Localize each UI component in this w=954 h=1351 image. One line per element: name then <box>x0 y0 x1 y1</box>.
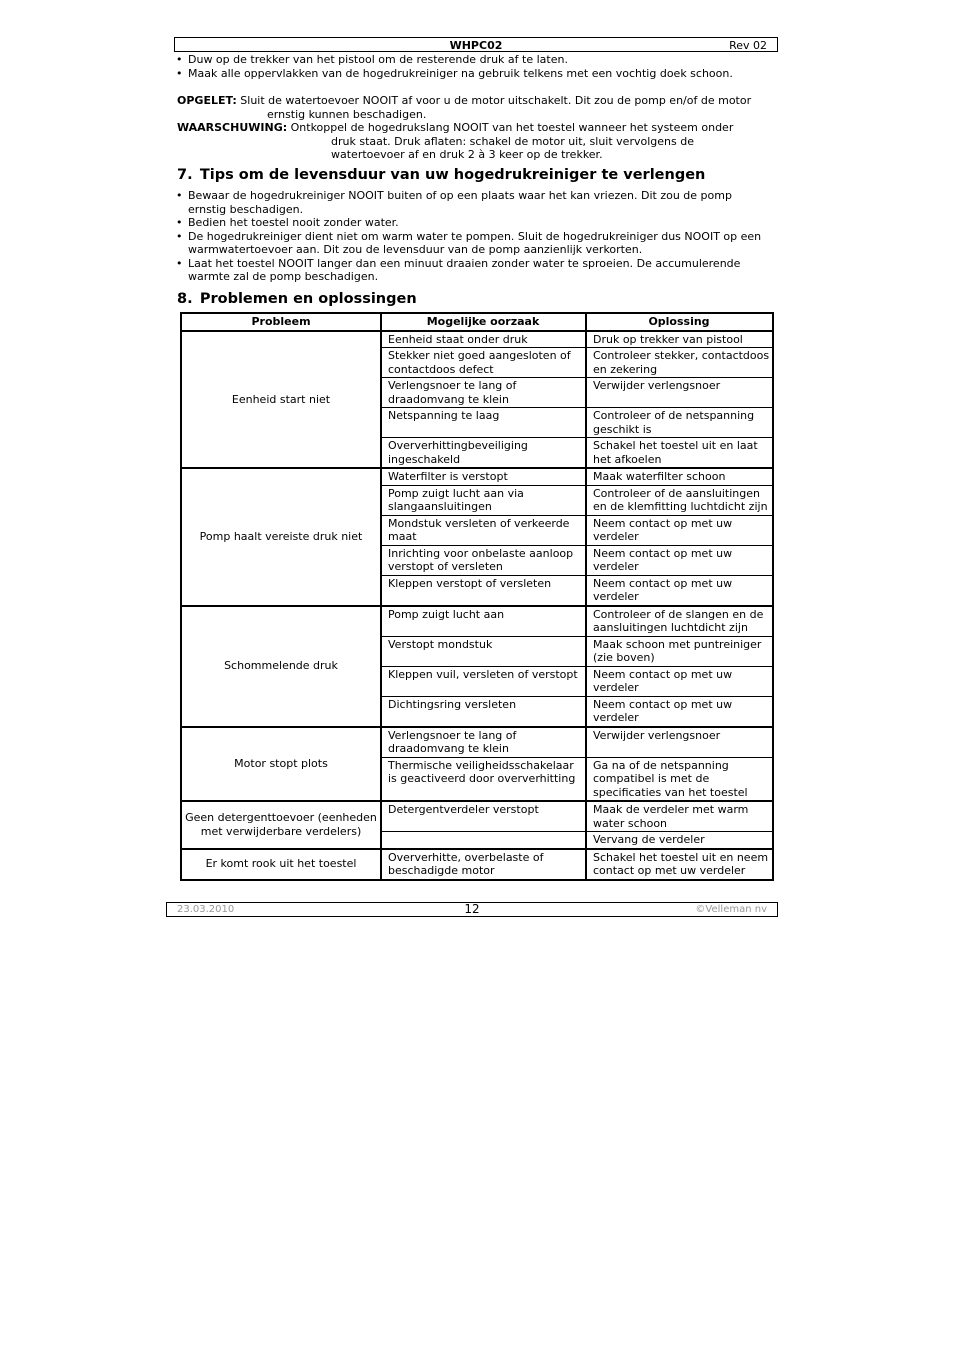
warning-text-1: Ontkoppel de hogedrukslang NOOIT van het toestel wanneer het systeem onder <box>290 121 734 134</box>
solution-cell: Maak schoon met puntreiniger (zie boven) <box>586 636 773 666</box>
column-header-solution: Oplossing <box>586 313 773 331</box>
solution-cell: Controleer of de aansluitingen en de klemfitting luchtdicht zijn <box>586 485 773 515</box>
problem-cell: Pomp haalt vereiste druk niet <box>181 468 381 606</box>
solution-cell: Verwijder verlengsnoer <box>586 378 773 408</box>
warning-label: WAARSCHUWING: <box>177 121 288 134</box>
section-7-heading: 7. Tips om de levensduur van uw hogedrukreiniger te verlengen <box>177 167 706 183</box>
list-item: • Bewaar de hogedrukreiniger NOOIT buiten of op een plaats waar het kan vriezen. Dit zou de pomp ernstig beschadigen. <box>176 189 766 216</box>
cause-cell: Mondstuk versleten of verkeerde maat <box>381 515 586 545</box>
table-row <box>181 606 773 637</box>
solution-cell: Controleer stekker, contactdoos en zekering <box>586 348 773 378</box>
cause-cell: Verstopt mondstuk <box>381 636 586 666</box>
tips-bullet-list <box>176 189 766 284</box>
cause-cell: Oververhitte, overbelaste of beschadigde motor <box>381 849 586 880</box>
list-item: • Maak alle oppervlakken van de hogedrukreiniger na gebruik telkens met een vochtig doek schoon. <box>176 67 776 81</box>
cause-cell: Verlengsnoer te lang of draadomvang te klein <box>381 378 586 408</box>
list-item: • Duw op de trekker van het pistool om de resterende druk af te laten. <box>176 53 776 67</box>
solution-cell: Maak de verdeler met warm water schoon <box>586 801 773 832</box>
table-row <box>181 468 773 485</box>
cause-cell: Pomp zuigt lucht aan <box>381 606 586 637</box>
solution-cell: Neem contact op met uw verdeler <box>586 545 773 575</box>
caution-label: OPGELET: <box>177 94 237 107</box>
solution-cell: Schakel het toestel uit en laat het afkoelen <box>586 438 773 469</box>
column-header-cause: Mogelijke oorzaak <box>381 313 586 331</box>
revision: Rev 02 <box>729 39 767 52</box>
cause-cell: Thermische veiligheidsschakelaar is geactiveerd door oververhitting <box>381 757 586 801</box>
cause-cell <box>381 832 586 849</box>
problem-cell: Er komt rook uit het toestel <box>181 849 381 880</box>
top-bullet-list <box>176 53 776 80</box>
cause-cell: Verlengsnoer te lang of draadomvang te klein <box>381 727 586 758</box>
caution-text-2: ernstig kunnen beschadigen. <box>267 107 427 121</box>
page-header <box>174 37 778 52</box>
solution-cell: Verwijder verlengsnoer <box>586 727 773 758</box>
caution-text-1: Sluit de watertoevoer NOOIT af voor u de motor uitschakelt. Dit zou de pomp en/of de motor <box>240 94 752 107</box>
problem-cell: Motor stopt plots <box>181 727 381 802</box>
solution-cell: Schakel het toestel uit en neem contact op met uw verdeler <box>586 849 773 880</box>
solution-cell: Neem contact op met uw verdeler <box>586 515 773 545</box>
solution-cell: Druk op trekker van pistool <box>586 331 773 348</box>
list-item: • Bedien het toestel nooit zonder water. <box>176 216 766 230</box>
cause-cell: Netspanning te laag <box>381 408 586 438</box>
model-number: WHPC02 <box>449 39 503 52</box>
cause-cell: Waterfilter is verstopt <box>381 468 586 485</box>
page-footer <box>166 902 778 917</box>
solution-cell: Ga na of de netspanning compatibel is met de specificaties van het toestel <box>586 757 773 801</box>
solution-cell: Neem contact op met uw verdeler <box>586 696 773 727</box>
solution-cell: Maak waterfilter schoon <box>586 468 773 485</box>
list-item: • De hogedrukreiniger dient niet om warm water te pompen. Sluit de hogedrukreiniger dus NOOIT op een warmwatertoevoer aan. Dit zou de levensduur van de pomp aanzienlijk verkorten. <box>176 230 766 257</box>
footer-date: 23.03.2010 <box>177 904 235 915</box>
table-row <box>181 727 773 758</box>
cause-cell: Kleppen verstopt of versleten <box>381 575 586 606</box>
cause-cell: Pomp zuigt lucht aan via slangaansluitingen <box>381 485 586 515</box>
problem-cell: Geen detergenttoevoer (eenheden met verwijderbare verdelers) <box>181 801 381 849</box>
solution-cell: Controleer of de netspanning geschikt is <box>586 408 773 438</box>
solution-cell: Controleer of de slangen en de aansluitingen luchtdicht zijn <box>586 606 773 637</box>
cause-cell: Oververhittingbeveiliging ingeschakeld <box>381 438 586 469</box>
table-row <box>181 801 773 832</box>
cause-cell: Detergentverdeler verstopt <box>381 801 586 832</box>
solution-cell: Neem contact op met uw verdeler <box>586 575 773 606</box>
solution-cell: Vervang de verdeler <box>586 832 773 849</box>
footer-copyright: ©Velleman nv <box>695 904 767 915</box>
solution-cell: Neem contact op met uw verdeler <box>586 666 773 696</box>
warning-text-2: druk staat. Druk aflaten: schakel de motor uit, sluit vervolgens de <box>331 134 694 148</box>
troubleshooting-table <box>180 312 774 881</box>
cause-cell: Inrichting voor onbelaste aanloop verstopt of versleten <box>381 545 586 575</box>
list-item: • Laat het toestel NOOIT langer dan een minuut draaien zonder water te sproeien. De accumulerende warmte zal de pomp beschadigen. <box>176 257 766 284</box>
warning-text-3: watertoevoer af en druk 2 à 3 keer op de trekker. <box>331 148 603 161</box>
page-number: 12 <box>464 902 480 916</box>
problem-cell: Schommelende druk <box>181 606 381 727</box>
cause-cell: Kleppen vuil, versleten of verstopt <box>381 666 586 696</box>
table-header-row <box>181 313 773 331</box>
section-8-heading: 8. Problemen en oplossingen <box>177 291 417 307</box>
table-row <box>181 331 773 348</box>
cause-cell: Stekker niet goed aangesloten of contactdoos defect <box>381 348 586 378</box>
column-header-problem: Probleem <box>181 313 381 331</box>
caution-notice <box>177 94 777 121</box>
problem-cell: Eenheid start niet <box>181 331 381 469</box>
table-row <box>181 849 773 880</box>
cause-cell: Eenheid staat onder druk <box>381 331 586 348</box>
cause-cell: Dichtingsring versleten <box>381 696 586 727</box>
warning-notice <box>177 121 777 162</box>
